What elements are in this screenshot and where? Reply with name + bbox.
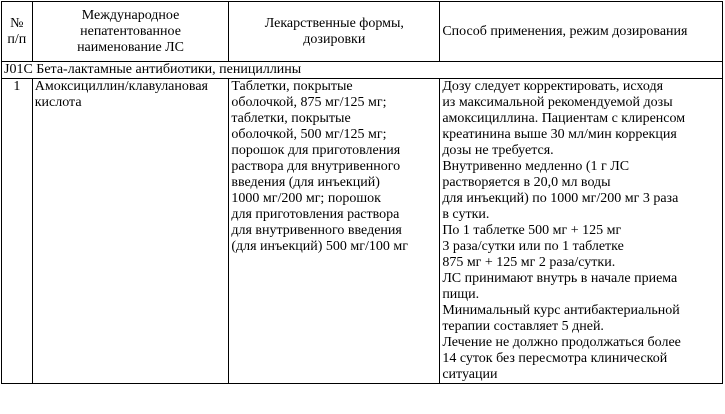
row-forms-cell (229, 79, 440, 384)
header-method-cell (440, 2, 723, 62)
group-code: J01C (4, 62, 33, 77)
method-line: креатинина выше 30 мл/мин коррекция (442, 127, 677, 142)
method-line: ситуации (442, 367, 498, 382)
header-method-line: Способ применения, режим дозирования (442, 23, 688, 39)
inn-line: кислота (34, 95, 82, 110)
method-line: в сутки. (442, 207, 490, 222)
table-header-row (2, 2, 723, 62)
method-line: Внутривенно медленно (1 г ЛС (442, 159, 630, 174)
method-line: дозы не требуется. (442, 143, 554, 158)
header-inn-line: непатентованное (80, 23, 181, 39)
header-forms-line: Лекарственные формы, (264, 15, 404, 31)
inn-line: Амоксициллин/клавулановая (34, 79, 208, 94)
method-line: пищи. (442, 287, 480, 302)
header-forms-cell (229, 2, 440, 62)
method-line: 875 мг + 125 мг 2 раза/сутки. (442, 255, 616, 270)
row-num-cell (2, 79, 33, 384)
method-line: Дозу следует корректировать, исходя (442, 79, 664, 94)
method-line: Минимальный курс антибактериальной (442, 303, 680, 318)
method-line: амоксициллина. Пациентам с клиренсом (442, 111, 686, 126)
method-line: По 1 таблетке 500 мг + 125 мг (442, 223, 622, 238)
method-line: 3 раза/сутки или по 1 таблетке (442, 239, 624, 254)
row-inn-cell (32, 79, 229, 384)
header-num-line: № (10, 15, 24, 31)
forms-line: оболочкой, 875 мг/125 мг; (231, 95, 387, 110)
group-cell (2, 62, 723, 79)
row-num: 1 (13, 79, 21, 94)
forms-line: 1000 мг/200 мг; порошок (231, 191, 381, 206)
forms-line: оболочкой, 500 мг/125 мг; (231, 127, 387, 142)
header-num-line: п/п (7, 31, 27, 47)
drug-table (1, 1, 723, 384)
method-line: из максимальной рекомендуемой дозы (442, 95, 673, 110)
forms-line: порошок для приготовления (231, 143, 401, 158)
table-row (2, 79, 723, 384)
forms-line: Таблетки, покрытые (231, 79, 353, 94)
forms-line: (для инъекций) 500 мг/100 мг (231, 239, 409, 254)
header-inn-line: Международное (81, 7, 180, 23)
method-line: растворяется в 20,0 мл воды (442, 175, 611, 190)
group-title: Бета-лактамные антибиотики, пенициллины (36, 62, 302, 77)
method-line: для инъекций) по 1000 мг/200 мг 3 раза (442, 191, 679, 206)
method-line: терапии составляет 5 дней. (442, 319, 604, 334)
method-line: ЛС принимают внутрь в начале приема (442, 271, 678, 286)
table-group-row (2, 62, 723, 79)
forms-line: раствора для внутривенного (231, 159, 401, 174)
header-inn-line: наименование ЛС (77, 39, 184, 55)
header-num-cell (2, 2, 33, 62)
forms-line: для внутривенного введения (231, 223, 402, 238)
row-method-cell (440, 79, 723, 384)
forms-line: для приготовления раствора (231, 207, 400, 222)
header-inn-cell (32, 2, 229, 62)
method-line: 14 суток без пересмотра клинической (442, 351, 668, 366)
forms-line: таблетки, покрытые (231, 111, 351, 126)
forms-line: введения (для инъекций) (231, 175, 380, 190)
method-line: Лечение не должно продолжаться более (442, 335, 681, 350)
header-forms-line: дозировки (303, 31, 366, 47)
